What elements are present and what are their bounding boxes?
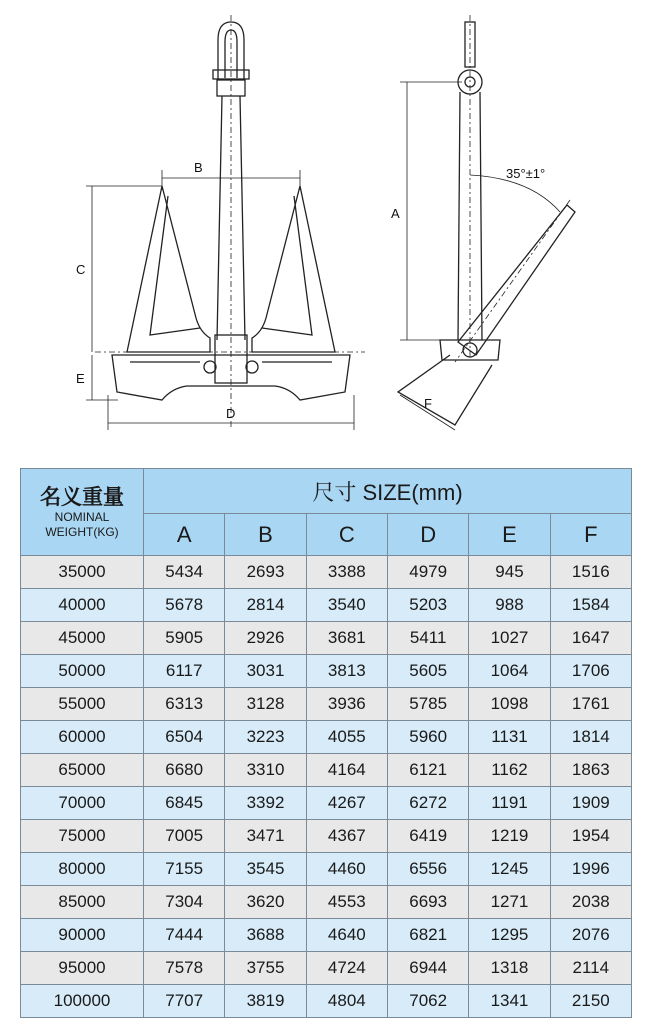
table-row <box>21 589 632 622</box>
c-cell: 4367 <box>306 820 387 853</box>
b-cell: 3688 <box>225 919 306 952</box>
table-row <box>21 787 632 820</box>
a-cell: 7707 <box>144 985 225 1018</box>
e-cell: 1162 <box>469 754 550 787</box>
weight-cell: 95000 <box>21 952 144 985</box>
fluke-axis <box>455 200 570 362</box>
e-cell: 1245 <box>469 853 550 886</box>
b-cell: 2693 <box>225 556 306 589</box>
a-cell: 6504 <box>144 721 225 754</box>
a-cell: 7444 <box>144 919 225 952</box>
c-cell: 3813 <box>306 655 387 688</box>
d-cell: 6272 <box>387 787 468 820</box>
dim-c-label: C <box>76 262 86 277</box>
weight-cell: 60000 <box>21 721 144 754</box>
weight-cell: 70000 <box>21 787 144 820</box>
weight-cell: 80000 <box>21 853 144 886</box>
size-header: 尺寸 SIZE(mm) <box>144 469 632 514</box>
d-cell: 5605 <box>387 655 468 688</box>
f-cell: 2150 <box>550 985 631 1018</box>
anchor-technical-drawing <box>0 0 650 450</box>
f-cell: 2076 <box>550 919 631 952</box>
b-cell: 3819 <box>225 985 306 1018</box>
right-fluke-inner <box>262 196 312 335</box>
column-header-b: B <box>225 514 306 556</box>
a-cell: 5434 <box>144 556 225 589</box>
pivot-right <box>246 361 258 373</box>
e-cell: 1064 <box>469 655 550 688</box>
right-fluke <box>252 186 335 352</box>
table-row <box>21 688 632 721</box>
weight-cell: 40000 <box>21 589 144 622</box>
b-cell: 3128 <box>225 688 306 721</box>
c-cell: 4164 <box>306 754 387 787</box>
column-header-e: E <box>469 514 550 556</box>
b-cell: 2926 <box>225 622 306 655</box>
c-cell: 3936 <box>306 688 387 721</box>
column-header-d: D <box>387 514 468 556</box>
c-cell: 3540 <box>306 589 387 622</box>
dim-e-label: E <box>76 371 85 386</box>
f-cell: 1954 <box>550 820 631 853</box>
f-cell: 2114 <box>550 952 631 985</box>
anchor-front-view <box>76 15 365 430</box>
b-cell: 3223 <box>225 721 306 754</box>
c-cell: 3681 <box>306 622 387 655</box>
c-cell: 3388 <box>306 556 387 589</box>
f-cell: 1909 <box>550 787 631 820</box>
dim-f-label: F <box>424 396 432 411</box>
d-cell: 5411 <box>387 622 468 655</box>
weight-header-zh: 名义重量 <box>40 485 124 509</box>
e-cell: 1131 <box>469 721 550 754</box>
table-row <box>21 886 632 919</box>
b-cell: 3545 <box>225 853 306 886</box>
e-cell: 1341 <box>469 985 550 1018</box>
b-cell: 3031 <box>225 655 306 688</box>
dim-a-label: A <box>391 206 400 221</box>
c-cell: 4460 <box>306 853 387 886</box>
a-cell: 6680 <box>144 754 225 787</box>
anchor-spec-table <box>20 468 632 1018</box>
weight-cell: 90000 <box>21 919 144 952</box>
weight-header-en-2: WEIGHT(KG) <box>45 525 119 539</box>
d-cell: 6556 <box>387 853 468 886</box>
pivot-left <box>204 361 216 373</box>
f-cell: 1647 <box>550 622 631 655</box>
weight-cell: 50000 <box>21 655 144 688</box>
weight-cell: 45000 <box>21 622 144 655</box>
f-cell: 1584 <box>550 589 631 622</box>
table-row <box>21 721 632 754</box>
a-cell: 5678 <box>144 589 225 622</box>
c-cell: 4724 <box>306 952 387 985</box>
table-row <box>21 952 632 985</box>
weight-cell: 100000 <box>21 985 144 1018</box>
table-row <box>21 754 632 787</box>
d-cell: 7062 <box>387 985 468 1018</box>
b-cell: 3310 <box>225 754 306 787</box>
e-cell: 988 <box>469 589 550 622</box>
f-cell: 1814 <box>550 721 631 754</box>
d-cell: 6821 <box>387 919 468 952</box>
f-cell: 1996 <box>550 853 631 886</box>
column-header-f: F <box>550 514 631 556</box>
weight-cell: 75000 <box>21 820 144 853</box>
e-cell: 1271 <box>469 886 550 919</box>
e-cell: 1318 <box>469 952 550 985</box>
f-cell: 2038 <box>550 886 631 919</box>
table-row <box>21 853 632 886</box>
table-row <box>21 820 632 853</box>
table-row <box>21 655 632 688</box>
dim-d-label: D <box>226 406 236 421</box>
c-cell: 4804 <box>306 985 387 1018</box>
d-cell: 6693 <box>387 886 468 919</box>
c-cell: 4267 <box>306 787 387 820</box>
column-header-c: C <box>306 514 387 556</box>
a-cell: 5905 <box>144 622 225 655</box>
left-fluke <box>127 186 210 352</box>
table-body <box>21 556 632 1018</box>
weight-header <box>21 469 144 556</box>
b-cell: 3471 <box>225 820 306 853</box>
e-cell: 945 <box>469 556 550 589</box>
b-cell: 2814 <box>225 589 306 622</box>
f-cell: 1516 <box>550 556 631 589</box>
f-cell: 1706 <box>550 655 631 688</box>
weight-cell: 55000 <box>21 688 144 721</box>
dim-b-label: B <box>194 160 203 175</box>
a-cell: 7005 <box>144 820 225 853</box>
weight-cell: 65000 <box>21 754 144 787</box>
d-cell: 6944 <box>387 952 468 985</box>
c-cell: 4640 <box>306 919 387 952</box>
e-cell: 1219 <box>469 820 550 853</box>
a-cell: 6313 <box>144 688 225 721</box>
column-header-a: A <box>144 514 225 556</box>
weight-cell: 35000 <box>21 556 144 589</box>
b-cell: 3392 <box>225 787 306 820</box>
table-row <box>21 556 632 589</box>
table-row <box>21 622 632 655</box>
a-cell: 7155 <box>144 853 225 886</box>
e-cell: 1027 <box>469 622 550 655</box>
e-cell: 1295 <box>469 919 550 952</box>
c-cell: 4055 <box>306 721 387 754</box>
weight-header-en-1: NOMINAL <box>54 510 110 524</box>
d-cell: 6419 <box>387 820 468 853</box>
c-cell: 4553 <box>306 886 387 919</box>
d-cell: 5785 <box>387 688 468 721</box>
f-cell: 1761 <box>550 688 631 721</box>
b-cell: 3755 <box>225 952 306 985</box>
table-row <box>21 985 632 1018</box>
d-cell: 5960 <box>387 721 468 754</box>
d-cell: 4979 <box>387 556 468 589</box>
f-cell: 1863 <box>550 754 631 787</box>
d-cell: 5203 <box>387 589 468 622</box>
side-fluke <box>458 205 575 355</box>
a-cell: 6845 <box>144 787 225 820</box>
e-cell: 1191 <box>469 787 550 820</box>
e-cell: 1098 <box>469 688 550 721</box>
left-fluke-inner <box>150 196 200 335</box>
angle-label: 35°±1° <box>506 166 546 181</box>
a-cell: 7578 <box>144 952 225 985</box>
b-cell: 3620 <box>225 886 306 919</box>
weight-cell: 85000 <box>21 886 144 919</box>
anchor-side-view <box>391 15 575 430</box>
side-palm <box>398 355 492 425</box>
d-cell: 6121 <box>387 754 468 787</box>
table-row <box>21 919 632 952</box>
a-cell: 7304 <box>144 886 225 919</box>
a-cell: 6117 <box>144 655 225 688</box>
